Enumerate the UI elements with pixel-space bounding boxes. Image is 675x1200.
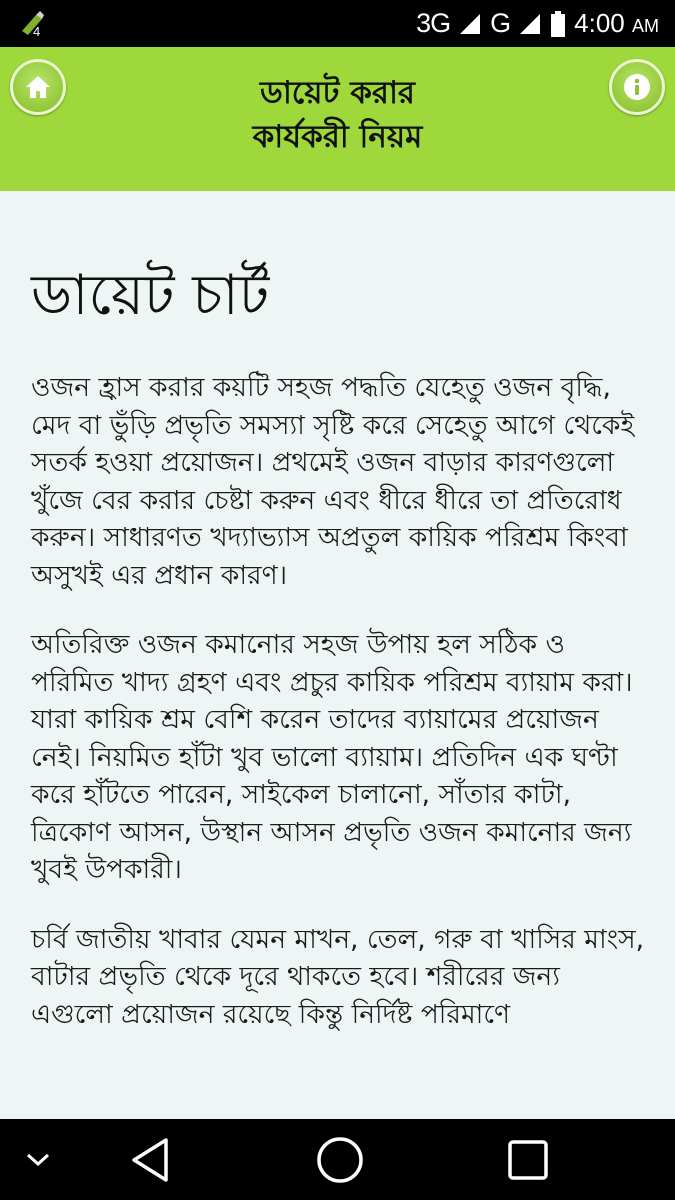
clock-time: 4:00 — [574, 8, 625, 38]
back-triangle-icon — [128, 1136, 172, 1184]
system-nav-bar — [0, 1119, 675, 1200]
back-button[interactable] — [120, 1119, 180, 1200]
recents-square-icon — [506, 1138, 550, 1182]
info-button[interactable] — [609, 59, 665, 115]
home-button[interactable] — [10, 59, 66, 115]
chevron-down-icon — [24, 1151, 52, 1169]
recents-button[interactable] — [500, 1119, 556, 1200]
battery-icon — [550, 11, 566, 37]
network-label-g: G — [490, 8, 511, 38]
info-icon — [623, 73, 651, 101]
signal-icon — [458, 12, 482, 36]
app-bar — [0, 47, 675, 191]
app-title-line1: ডায়েট করার — [260, 75, 415, 111]
article-paragraph: চর্বি জাতীয় খাবার যেমন মাখন, তেল, গরু বা খাসির মাংস, বাটার প্রভৃতি থেকে দূরে থাকতে হবে। শরীরের জন্য এগুলো প্রয়োজন রয়েছে কিন্তু নির্দিষ্ট পরিমাণে — [31, 923, 645, 1030]
app-title-line2: কার্যকরী নিয়ম — [252, 119, 423, 155]
article-heading: ডায়েট চার্ট — [31, 263, 270, 328]
notification-icon — [20, 9, 46, 41]
collapse-button[interactable] — [18, 1119, 58, 1200]
clock-ampm: AM — [632, 16, 659, 36]
article-paragraph: অতিরিক্ত ওজন কমানোর সহজ উপায় হল সঠিক ও পরিমিত খাদ্য গ্রহণ এবং প্রচুর কায়িক পরিশ্রম ব্যায়াম করা। যারা কায়িক শ্রম বেশি করেন তাদের ব্যায়ামের প্রয়োজন নেই। নিয়মিত হাঁটা খুব ভালো ব্যায়াম। প্রতিদিন এক ঘণ্টা করে হাঁটতে পারেন, সাইকেল চালানো, সাঁতার কাটা, ত্রিকোণ আসন, উস্থান আসন প্রভৃতি ওজন কমানোর জন্য খুবই উপকারী। — [31, 629, 633, 885]
home-icon — [24, 74, 52, 100]
status-indicators — [416, 0, 659, 47]
article-content[interactable] — [0, 191, 675, 1119]
svg-text:4: 4 — [33, 24, 41, 37]
article-paragraph: ওজন হ্রাস করার কয়টি সহজ পদ্ধতি যেহেতু ওজন বৃদ্ধি, মেদ বা ভুঁড়ি প্রভৃতি সমস্যা সৃষ্টি করে সেহেতু আগে থেকেই সতর্ক হওয়া প্রয়োজন। প্রথমেই ওজন বাড়ার কারণগুলো খুঁজে বের করার চেষ্টা করুন এবং ধীরে ধীরে তা প্রতিরোধ করুন। সাধারণত খদ্যাভ্যাস অপ্রতুল কায়িক পরিশ্রম কিংবা অসুখই এর প্রধান কারণ। — [31, 372, 635, 591]
clock — [574, 8, 659, 39]
status-bar — [0, 0, 675, 47]
network-label-3g: 3G — [416, 8, 451, 38]
home-circle-icon — [315, 1135, 365, 1185]
signal-icon-secondary — [518, 12, 542, 36]
app-title — [120, 71, 555, 159]
home-nav-button[interactable] — [310, 1119, 370, 1200]
